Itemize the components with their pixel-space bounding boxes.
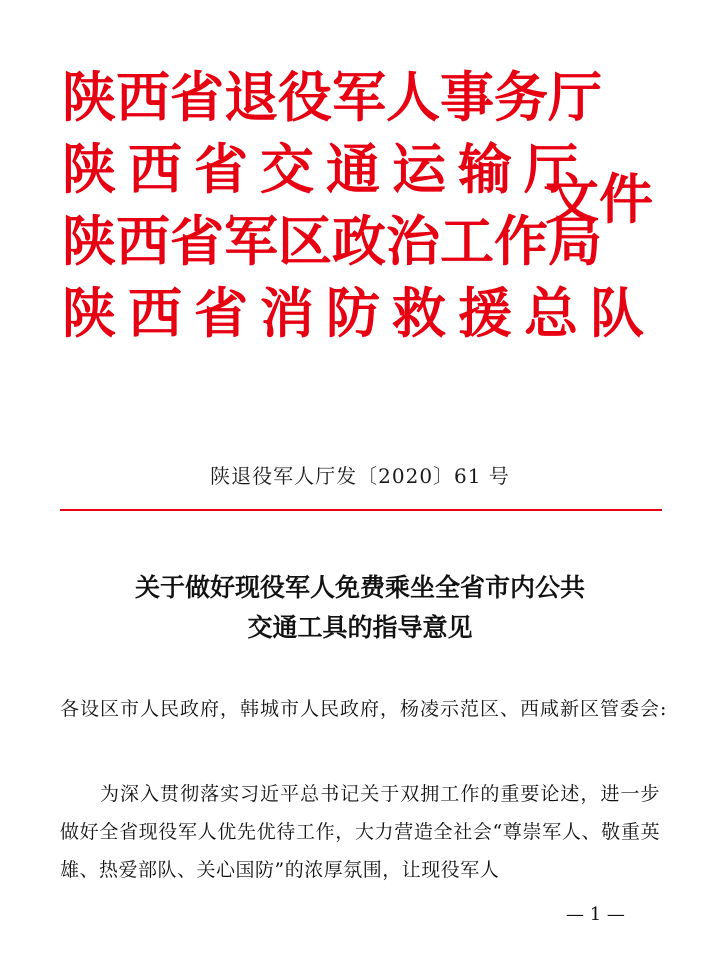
issuer-military-district: 陕西省军区政治工作局 [62,209,602,273]
body-paragraph: 为深入贯彻落实习近平总书记关于双拥工作的重要论述，进一步做好全省现役军人优先优待工作，大力营造全社会“尊崇军人、敬重英雄、热爱部队、关心国防”的浓厚氛围，让现役军人 [60,783,660,881]
page-number: — 1 — [566,904,625,925]
issuer-transport: 陕西省交通运输厅 [62,137,590,201]
issuer-veterans-affairs: 陕西省退役军人事务厅 [62,65,602,129]
salutation: 各设区市人民政府，韩城市人民政府，杨凌示范区、西咸新区管委会: [60,698,668,720]
red-divider [60,509,662,511]
title-line-2: 交通工具的指导意见 [247,613,473,642]
issuer-fire-rescue: 陕西省消防救援总队 [62,281,656,345]
document-title [0,568,720,648]
title-line-1: 关于做好现役军人免费乘坐全省市内公共 [134,573,585,602]
document-suffix: 文件 [545,167,653,231]
document-number: 陕退役军人厅发〔2020〕61 号 [210,464,510,488]
